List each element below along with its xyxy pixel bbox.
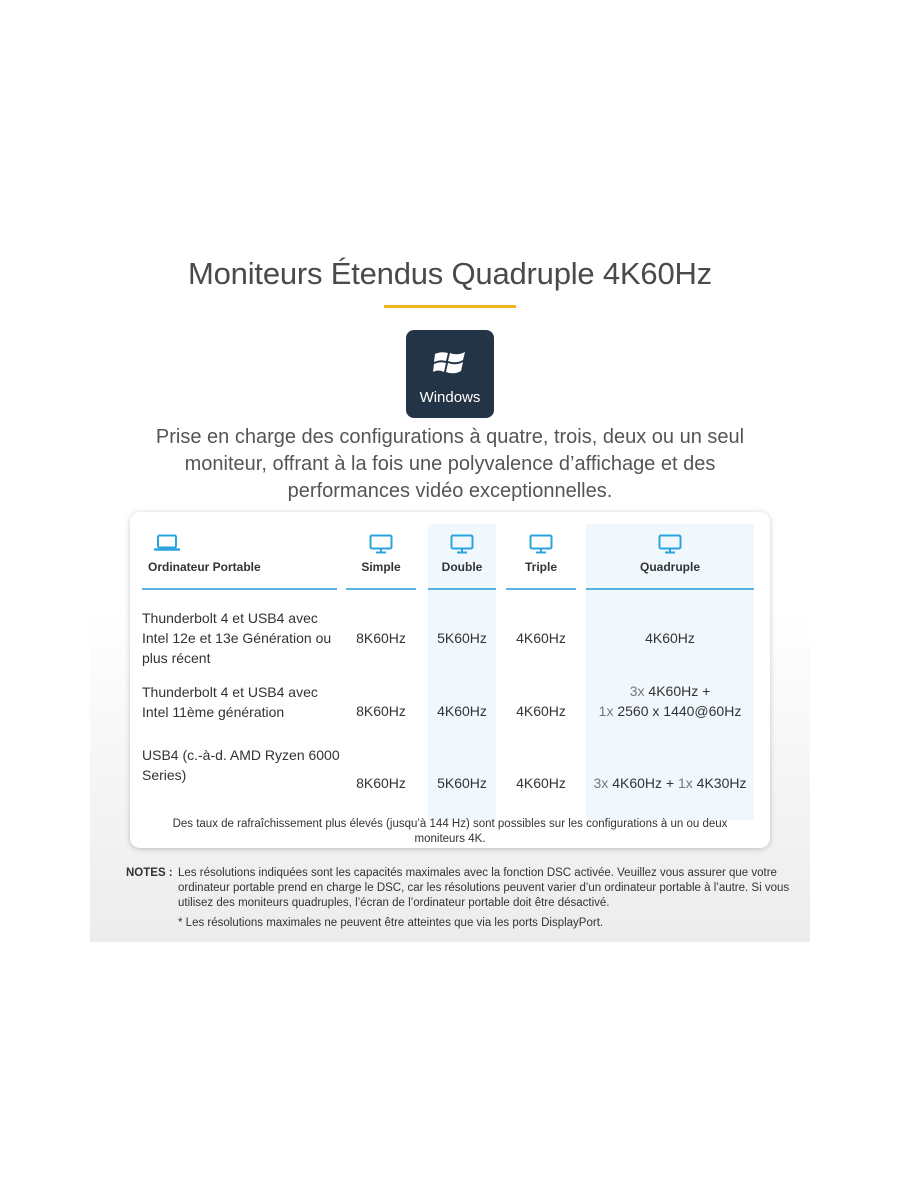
header-divider — [142, 588, 337, 590]
cell-triple: 4K60Hz — [516, 775, 566, 791]
cell-double: 5K60Hz — [437, 630, 487, 646]
col-head-laptop — [142, 534, 337, 574]
compatibility-table — [130, 512, 770, 848]
monitor-icon — [529, 534, 553, 554]
row-label-tb4-12th: Thunderbolt 4 et USB4 avec Intel 12e et 13e Génération ou plus récent — [142, 610, 332, 666]
col-label-laptop: Ordinateur Portable — [148, 560, 261, 574]
header-divider — [506, 588, 576, 590]
cell-simple: 8K60Hz — [356, 703, 406, 719]
header-divider — [346, 588, 416, 590]
cell-triple: 4K60Hz — [516, 703, 566, 719]
cell-simple: 8K60Hz — [356, 630, 406, 646]
col-head-simple — [346, 534, 416, 574]
row-label-usb4-amd: USB4 (c.-à-d. AMD Ryzen 6000 Series) — [142, 747, 340, 783]
cell-quadruple: 3x 4K60Hz + 1x 4K30Hz — [593, 775, 747, 791]
cell-quadruple: 3x 4K60Hz + 1x 2560 x 1440@60Hz — [598, 683, 742, 719]
col-head-quadruple — [586, 534, 754, 574]
monitor-icon — [369, 534, 393, 554]
col-label-quadruple: Quadruple — [639, 560, 700, 574]
row-label-tb4-11th: Thunderbolt 4 et USB4 avec Intel 11ème génération — [142, 684, 318, 720]
windows-label: Windows — [419, 389, 481, 406]
col-label-double: Double — [441, 560, 483, 574]
col-head-double — [428, 534, 496, 574]
windows-badge — [406, 330, 494, 418]
col-label-triple: Triple — [524, 560, 557, 574]
monitor-icon — [658, 534, 682, 554]
windows-logo-icon — [433, 348, 467, 378]
notes-asterisk: * Les résolutions maximales ne peuvent être atteintes que via les ports DisplayPort. — [178, 917, 604, 929]
notes-text: Les résolutions indiquées sont les capacités maximales avec la fonction DSC activée. Veuillez vous assurer que votre ordinateur portable prend en charge le DSC, car les résolutions peuvent varier d’un ordinateur portable à l’autre. Si vous utilisez des moniteurs quadruples, l’écran de l’ordinateur portable doit être désactivé. — [178, 867, 790, 909]
cell-double: 4K60Hz — [437, 703, 487, 719]
cell-double: 5K60Hz — [437, 775, 487, 791]
product-infographic — [90, 200, 810, 942]
intro-text: Prise en charge des configurations à quatre, trois, deux ou un seul moniteur, offrant à la fois une polyvalence d’affichage et des performances vidéo exceptionnelles. — [155, 426, 745, 502]
monitor-icon — [450, 534, 474, 554]
col-head-triple — [506, 534, 576, 574]
cell-quadruple: 4K60Hz — [645, 630, 695, 646]
table-footnote: Des taux de rafraîchissement plus élevés (jusqu’à 144 Hz) sont possibles sur les configurations à un ou deux moniteurs 4K. — [172, 818, 728, 845]
laptop-icon — [154, 534, 180, 552]
page-title: Moniteurs Étendus Quadruple 4K60Hz — [188, 256, 712, 291]
cell-triple: 4K60Hz — [516, 630, 566, 646]
header-divider — [428, 588, 496, 590]
title-underline — [384, 305, 516, 308]
col-label-simple: Simple — [361, 560, 401, 574]
header-divider — [586, 588, 754, 590]
cell-simple: 8K60Hz — [356, 775, 406, 791]
notes-label: NOTES : — [126, 867, 173, 879]
